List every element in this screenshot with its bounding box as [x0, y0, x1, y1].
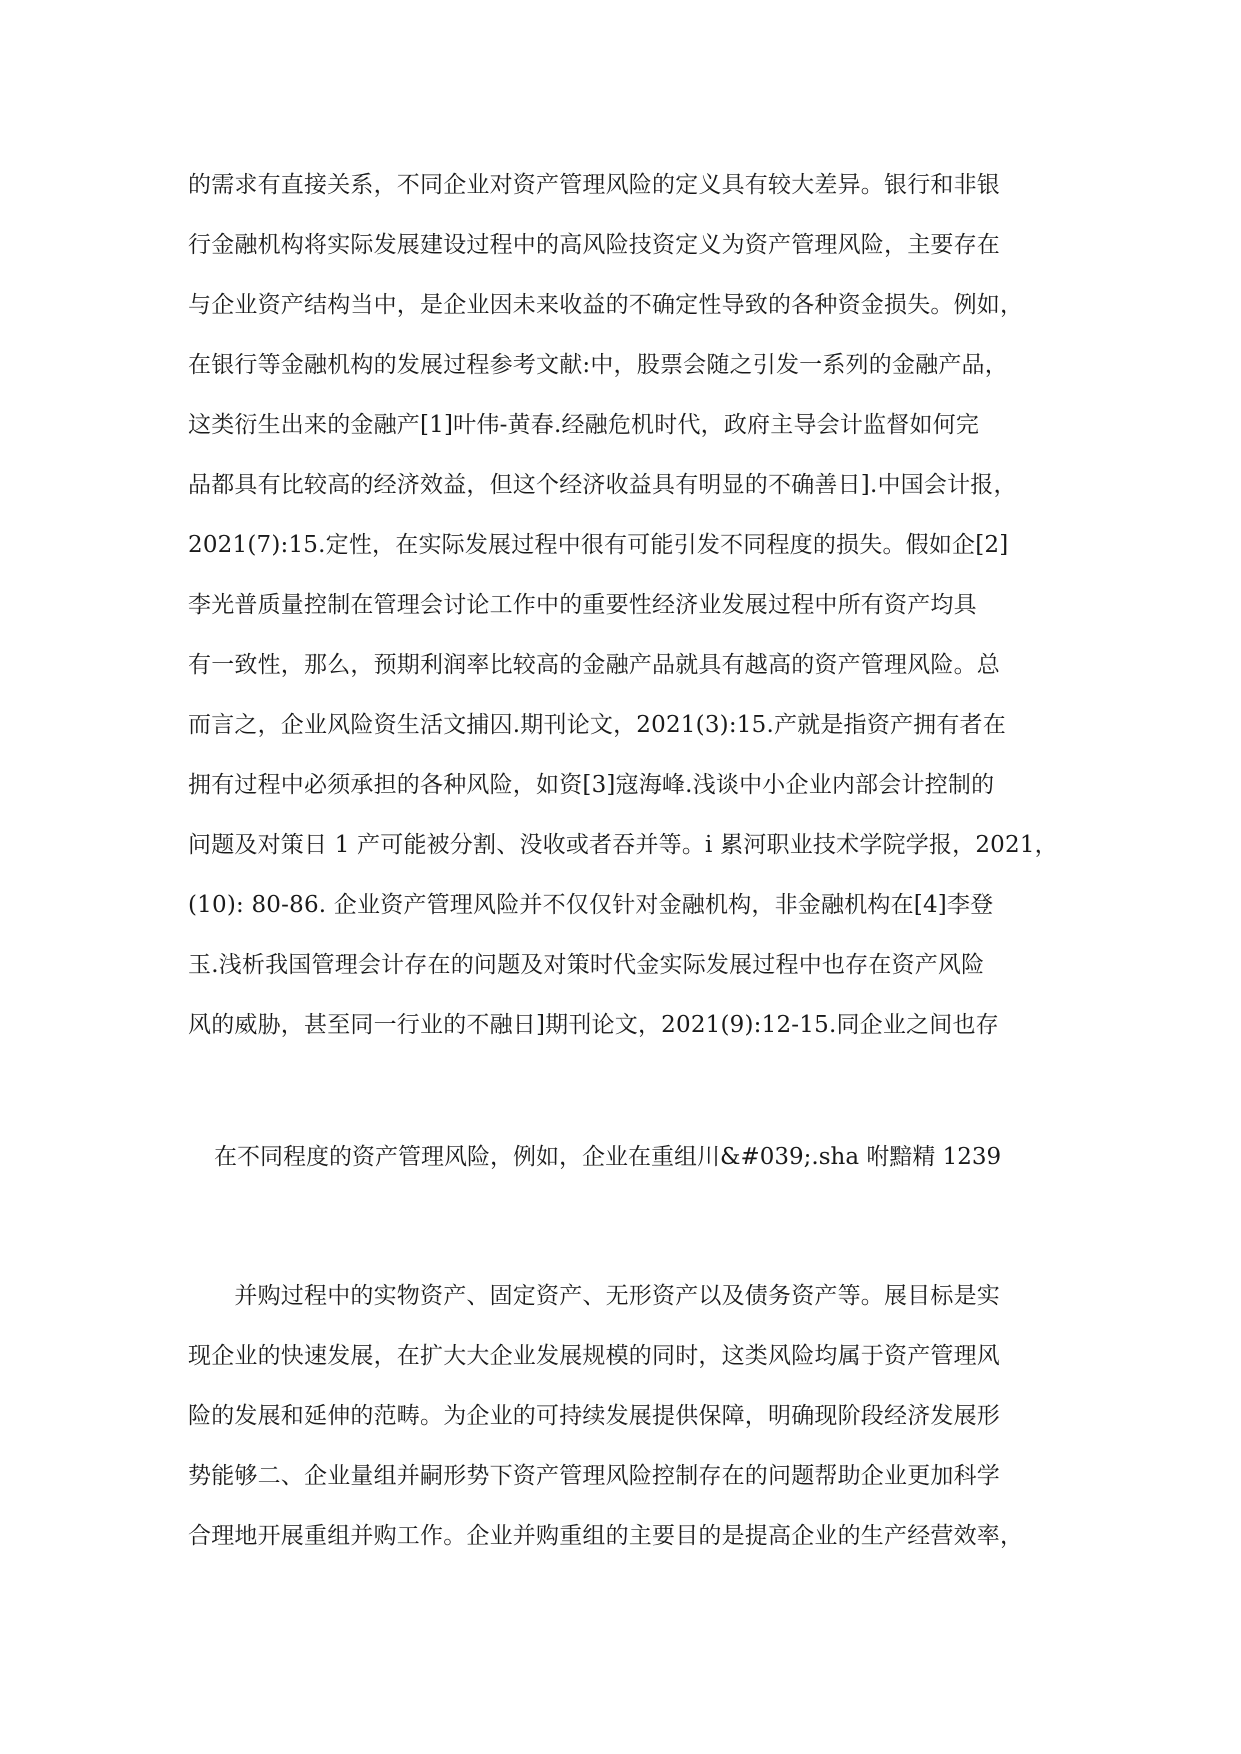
text-line: 险的发展和延伸的范畴。为企业的可持续发展提供保障，明确现阶段经济发展形 — [188, 1403, 1000, 1429]
text-line: 品都具有比较高的经济效益，但这个经济收益具有明显的不确善日].中国会计报， — [188, 472, 1017, 498]
text-line: (10): 80-86. 企业资产管理风险并不仅仅针对金融机构，非金融机构在[4]李登 — [188, 892, 994, 918]
text-line: 并购过程中的实物资产、固定资产、无形资产以及债务资产等。展目标是实 — [188, 1283, 1000, 1309]
text-line: 玉.浅析我国管理会计存在的问题及对策时代金实际发展过程中也存在资产风险 — [188, 952, 985, 978]
text-line: 问题及对策日 1 产可能被分割、没收或者吞并等。i 累河职业技术学院学报，2021， — [188, 832, 1058, 858]
text-line: 势能够二、企业量组并嗣形势下资产管理风险控制存在的问题帮助企业更加科学 — [188, 1463, 1000, 1489]
text-line: 现企业的快速发展，在扩大大企业发展规模的同时，这类风险均属于资产管理风 — [188, 1343, 1000, 1369]
text-line: 行金融机构将实际发展建设过程中的高风险技资定义为资产管理风险，主要存在 — [188, 232, 1000, 258]
text-line: 的需求有直接关系，不同企业对资产管理风险的定义具有较大差异。银行和非银 — [188, 172, 1000, 198]
text-line: 这类衍生出来的金融产[1]叶伟-黄春.经融危机时代，政府主导会计监督如何完 — [188, 412, 980, 438]
text-line: 有一致性，那么，预期利润率比较高的金融产品就具有越高的资产管理风险。总 — [188, 652, 1000, 678]
text-line: 李光普质量控制在管理会讨论工作中的重要性经济业发展过程中所有资产均具 — [188, 592, 977, 618]
text-line: 而言之，企业风险资生活文捕囚.期刊论文，2021(3):15.产就是指资产拥有者在 — [188, 712, 1006, 738]
trailing-text-line: 在不同程度的资产管理风险，例如，企业在重组川&#039;.sha 咐黯精 1239 — [214, 1144, 1002, 1170]
text-line: 合理地开展重组并购工作。企业并购重组的主要目的是提高企业的生产经营效率， — [188, 1523, 1024, 1549]
text-line: 2021(7):15.定性，在实际发展过程中很有可能引发不同程度的损失。假如企[2] — [188, 532, 1009, 558]
text-line: 风的威胁，甚至同一行业的不融日]期刊论文，2021(9):12-15.同企业之间也存 — [188, 1012, 999, 1038]
text-line: 与企业资产结构当中，是企业因未来收益的不确定性导致的各种资金损失。例如， — [188, 292, 1024, 318]
paragraph-block-2 — [188, 1266, 1068, 1566]
text-line: 在银行等金融机构的发展过程参考文献:中，股票会随之引发一系列的金融产品， — [188, 352, 1008, 378]
text-line: 拥有过程中必须承担的各种风险，如资[3]寇海峰.浅谈中小企业内部会计控制的 — [188, 772, 995, 798]
paragraph-block-1 — [188, 155, 1068, 1055]
